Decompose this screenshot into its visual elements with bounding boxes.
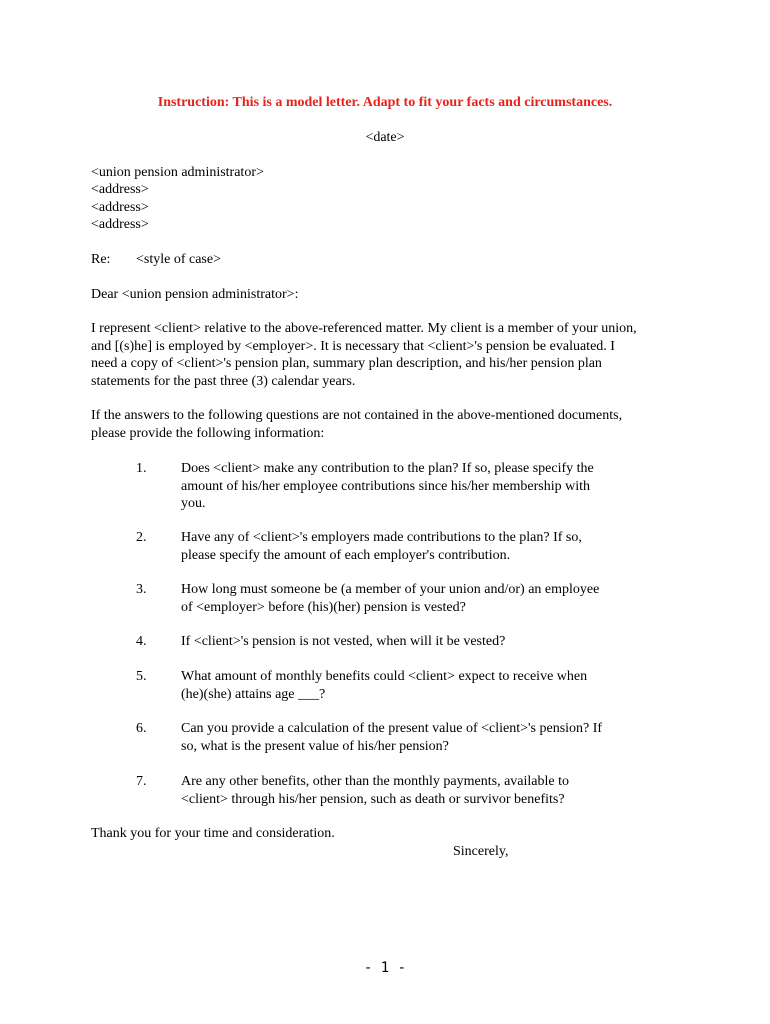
question-line: What amount of monthly benefits could <client> expect to receive when	[181, 669, 588, 684]
paragraph-line: If the answers to the following questions are not contained in the above-mentioned documents,	[91, 408, 623, 423]
question-number: 1.	[136, 461, 147, 476]
page-number: - 1 -	[363, 960, 407, 976]
question-number: 4.	[136, 634, 147, 649]
recipient-name: <union pension administrator>	[91, 165, 264, 180]
address-line: <address>	[91, 217, 149, 233]
question-text	[181, 581, 599, 616]
question-text	[181, 460, 594, 513]
address-line: <address>	[91, 199, 149, 215]
question-line: How long must someone be (a member of your union and/or) an employee	[181, 582, 600, 597]
question-line: Have any of <client>'s employers made contributions to the plan? If so,	[181, 530, 582, 545]
question-line: Does <client> make any contribution to the plan? If so, please specify the	[181, 461, 594, 476]
question-number: 3.	[136, 582, 147, 597]
question-number: 7.	[136, 774, 147, 789]
paragraph-line: statements for the past three (3) calendar years.	[91, 373, 356, 389]
body-paragraph-1	[91, 320, 691, 390]
sign-off: Sincerely,	[453, 844, 509, 859]
recipient-block	[91, 164, 264, 234]
re-label: Re:	[91, 252, 111, 267]
question-number: 6.	[136, 721, 147, 736]
question-text	[181, 668, 587, 703]
paragraph-line: and [(s)he] is employed by <employer>. It is necessary that <client>'s pension be evaluated. I	[91, 338, 615, 354]
question-line: so, what is the present value of his/her pension?	[181, 738, 449, 754]
question-text	[181, 529, 582, 564]
question-line: amount of his/her employee contributions since his/her membership with	[181, 478, 591, 494]
salutation: Dear <union pension administrator>:	[91, 287, 299, 302]
question-line: (he)(she) attains age ___?	[181, 686, 326, 702]
question-line: of <employer> before (his)(her) pension is vested?	[181, 599, 466, 615]
question-line: please specify the amount of each employer's contribution.	[181, 547, 511, 563]
question-number: 5.	[136, 669, 147, 684]
question-line: Can you provide a calculation of the present value of <client>'s pension? If	[181, 721, 603, 736]
paragraph-line: need a copy of <client>'s pension plan, summary plan description, and his/her pension plan	[91, 356, 602, 372]
question-line: If <client>'s pension is not vested, when will it be vested?	[181, 634, 506, 649]
question-text	[181, 633, 505, 651]
instruction-note: Instruction: This is a model letter. Adapt to fit your facts and circumstances.	[157, 95, 613, 110]
question-number: 2.	[136, 530, 147, 545]
body-paragraph-2	[91, 407, 691, 442]
paragraph-line: I represent <client> relative to the above-referenced matter. My client is a member of your union,	[91, 321, 637, 336]
question-line: <client> through his/her pension, such as death or survivor benefits?	[181, 791, 565, 807]
question-text	[181, 720, 602, 755]
paragraph-line: please provide the following information:	[91, 425, 325, 441]
closing-thanks: Thank you for your time and consideration.	[91, 826, 335, 841]
question-line: you.	[181, 496, 206, 512]
question-text	[181, 773, 569, 808]
re-value: <style of case>	[136, 252, 221, 267]
letter-date: <date>	[365, 130, 405, 145]
address-line: <address>	[91, 182, 149, 198]
question-line: Are any other benefits, other than the monthly payments, available to	[181, 774, 569, 789]
